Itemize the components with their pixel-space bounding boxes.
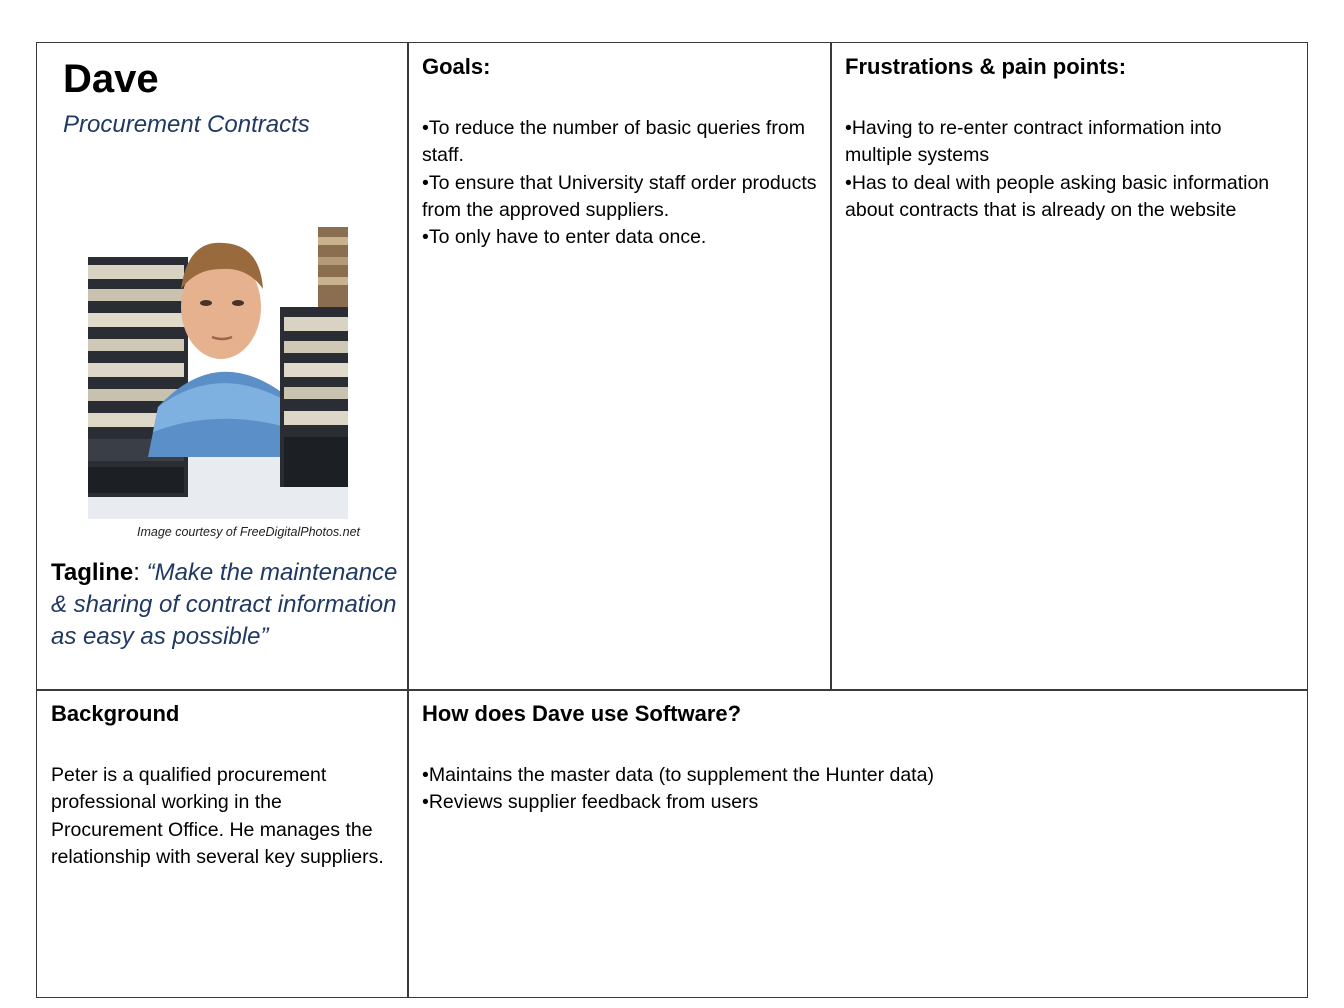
list-item: • Reviews supplier feedback from users [422, 789, 1282, 816]
usage-cell [408, 691, 1307, 997]
persona-photo [88, 157, 348, 519]
tagline-separator: : [133, 559, 147, 586]
goals-heading: Goals: [422, 54, 491, 79]
goals-cell [408, 43, 830, 689]
list-item: • Maintains the master data (to supplement the Hunter data) [422, 762, 1282, 789]
usage-heading: How does Dave use Software? [422, 701, 742, 726]
image-credit: Image courtesy of FreeDigitalPhotos.net [137, 525, 361, 539]
tagline-quote: “Make the maintenance & sharing of contract information as easy as possible” [51, 559, 398, 650]
tagline-label: Tagline [51, 559, 134, 586]
frustrations-heading: Frustrations & pain points: [845, 54, 1127, 79]
list-item: • To only have to enter data once. [422, 224, 822, 251]
frustrations-cell [831, 43, 1307, 689]
background-cell [37, 691, 407, 997]
persona-role: Procurement Contracts [63, 111, 310, 138]
background-heading: Background [51, 701, 180, 726]
persona-cell [37, 43, 407, 689]
frustrations-list [845, 115, 1285, 224]
background-text: Peter is a qualified procurement professional working in the Procurement Office. He manages the relationship with several key suppliers. [51, 764, 384, 868]
list-item: • To ensure that University staff order products from the approved suppliers. [422, 170, 822, 225]
list-item: • Having to re-enter contract information into multiple systems [845, 115, 1285, 170]
list-item: • Has to deal with people asking basic information about contracts that is already on the website [845, 170, 1285, 225]
persona-name: Dave [63, 57, 159, 101]
usage-list [422, 762, 1282, 817]
binder-stack-left [88, 257, 188, 497]
goals-list [422, 115, 822, 251]
persona-grid [36, 42, 1308, 998]
list-item: • To reduce the number of basic queries from staff. [422, 115, 822, 170]
persona-tagline [51, 557, 401, 653]
